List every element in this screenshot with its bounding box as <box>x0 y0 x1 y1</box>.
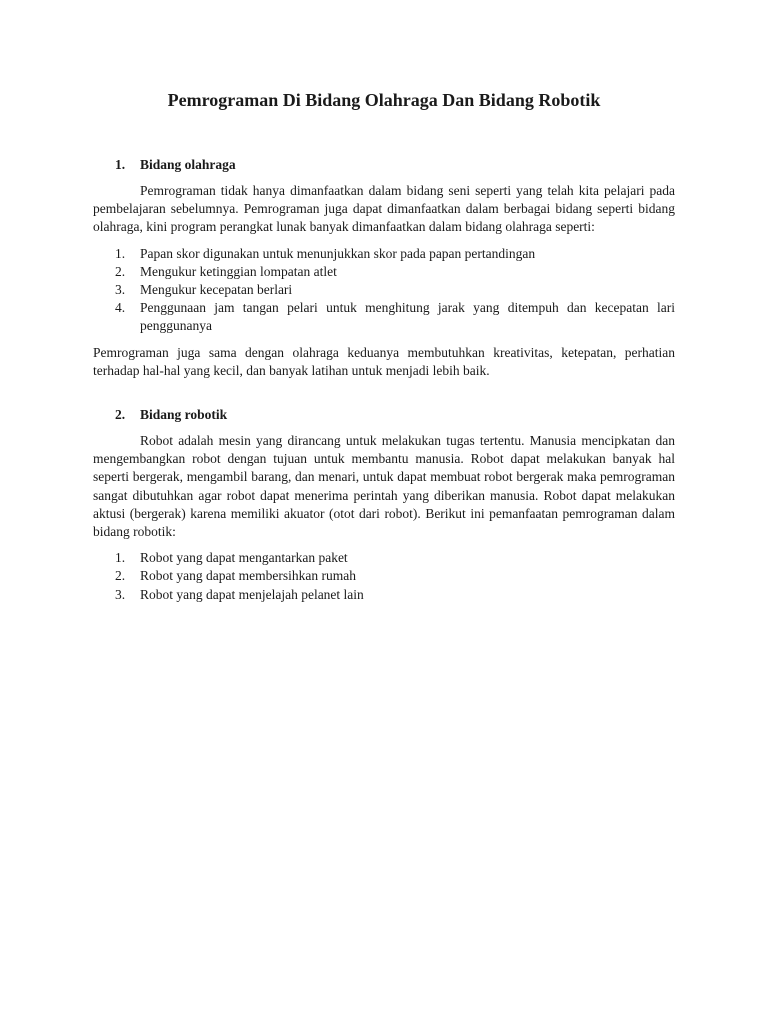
section-title: Bidang olahraga <box>140 157 236 172</box>
list-item-number: 1. <box>115 245 126 261</box>
section-closing-paragraph: Pemrograman juga sama dengan olahraga keduanya membutuhkan kreativitas, ketepatan, perhatian terhadap hal-hal yang kecil, dan banyak latihan untuk menjadi lebih baik. <box>93 344 675 378</box>
list-item <box>93 549 675 567</box>
section-intro-paragraph: Robot adalah mesin yang dirancang untuk melakukan tugas tertentu. Manusia mencipkatan dan mengembangkan robot dengan tujuan untuk membantu manusia. Robot dapat melakukan banyak hal seperti bergerak, mengambil barang, dan menari, untuk dapat membuat robot bergerak maka pemrograman sangat dibutuhkan agar robot dapat menerima perintah yang diberikan manusia. Robot dapat melakukan aktusi (bergerak) karena memiliki akuator (otot dari robot). Berikut ini pemanfaatan pemrograman dalam bidang robotik: <box>93 433 675 540</box>
list-item-text: Mengukur kecepatan berlari <box>140 282 293 298</box>
list-item-number: 2. <box>115 568 126 584</box>
list-item-text: Penggunaan jam tangan pelari untuk menghitung jarak yang ditempuh dan kecepatan lari penggunanya <box>140 300 675 334</box>
section-robotik <box>93 406 675 604</box>
list-item-number: 2. <box>115 263 126 279</box>
list-item <box>93 263 675 281</box>
list-item-text: Papan skor digunakan untuk menunjukkan skor pada papan pertandingan <box>140 245 536 261</box>
list-item-number: 3. <box>115 586 126 602</box>
section-heading <box>93 406 675 424</box>
list-item-number: 1. <box>115 550 126 566</box>
list-item <box>93 586 675 604</box>
document-body <box>93 88 675 612</box>
list-item-text: Robot yang dapat membersihkan rumah <box>140 568 356 584</box>
list-item-number: 3. <box>115 282 126 298</box>
section-olahraga <box>93 156 675 380</box>
section-heading <box>93 156 675 174</box>
section-number: 2. <box>115 407 126 423</box>
list-item <box>93 567 675 585</box>
section-title: Bidang robotik <box>140 407 228 423</box>
list-item-text: Robot yang dapat menjelajah pelanet lain <box>140 586 364 602</box>
numbered-list <box>93 245 675 336</box>
list-item <box>93 299 675 335</box>
numbered-list <box>93 549 675 604</box>
list-item-number: 4. <box>115 300 126 316</box>
section-intro-paragraph: Pemrograman tidak hanya dimanfaatkan dalam bidang seni seperti yang telah kita pelajari pada pembelajaran sebelumnya. Pemrograman juga dapat dimanfaatkan dalam berbagai bidang seperti bidang olahraga, kini program perangkat lunak banyak dimanfaatkan dalam bidang olahraga seperti: <box>93 183 675 235</box>
list-item-text: Robot yang dapat mengantarkan paket <box>140 550 348 566</box>
section-number: 1. <box>115 157 126 172</box>
section-spacer <box>93 388 675 406</box>
list-item-text: Mengukur ketinggian lompatan atlet <box>140 263 337 279</box>
list-item <box>93 245 675 263</box>
document-title: Pemrograman Di Bidang Olahraga Dan Bidang Robotik <box>167 90 601 110</box>
list-item <box>93 281 675 299</box>
